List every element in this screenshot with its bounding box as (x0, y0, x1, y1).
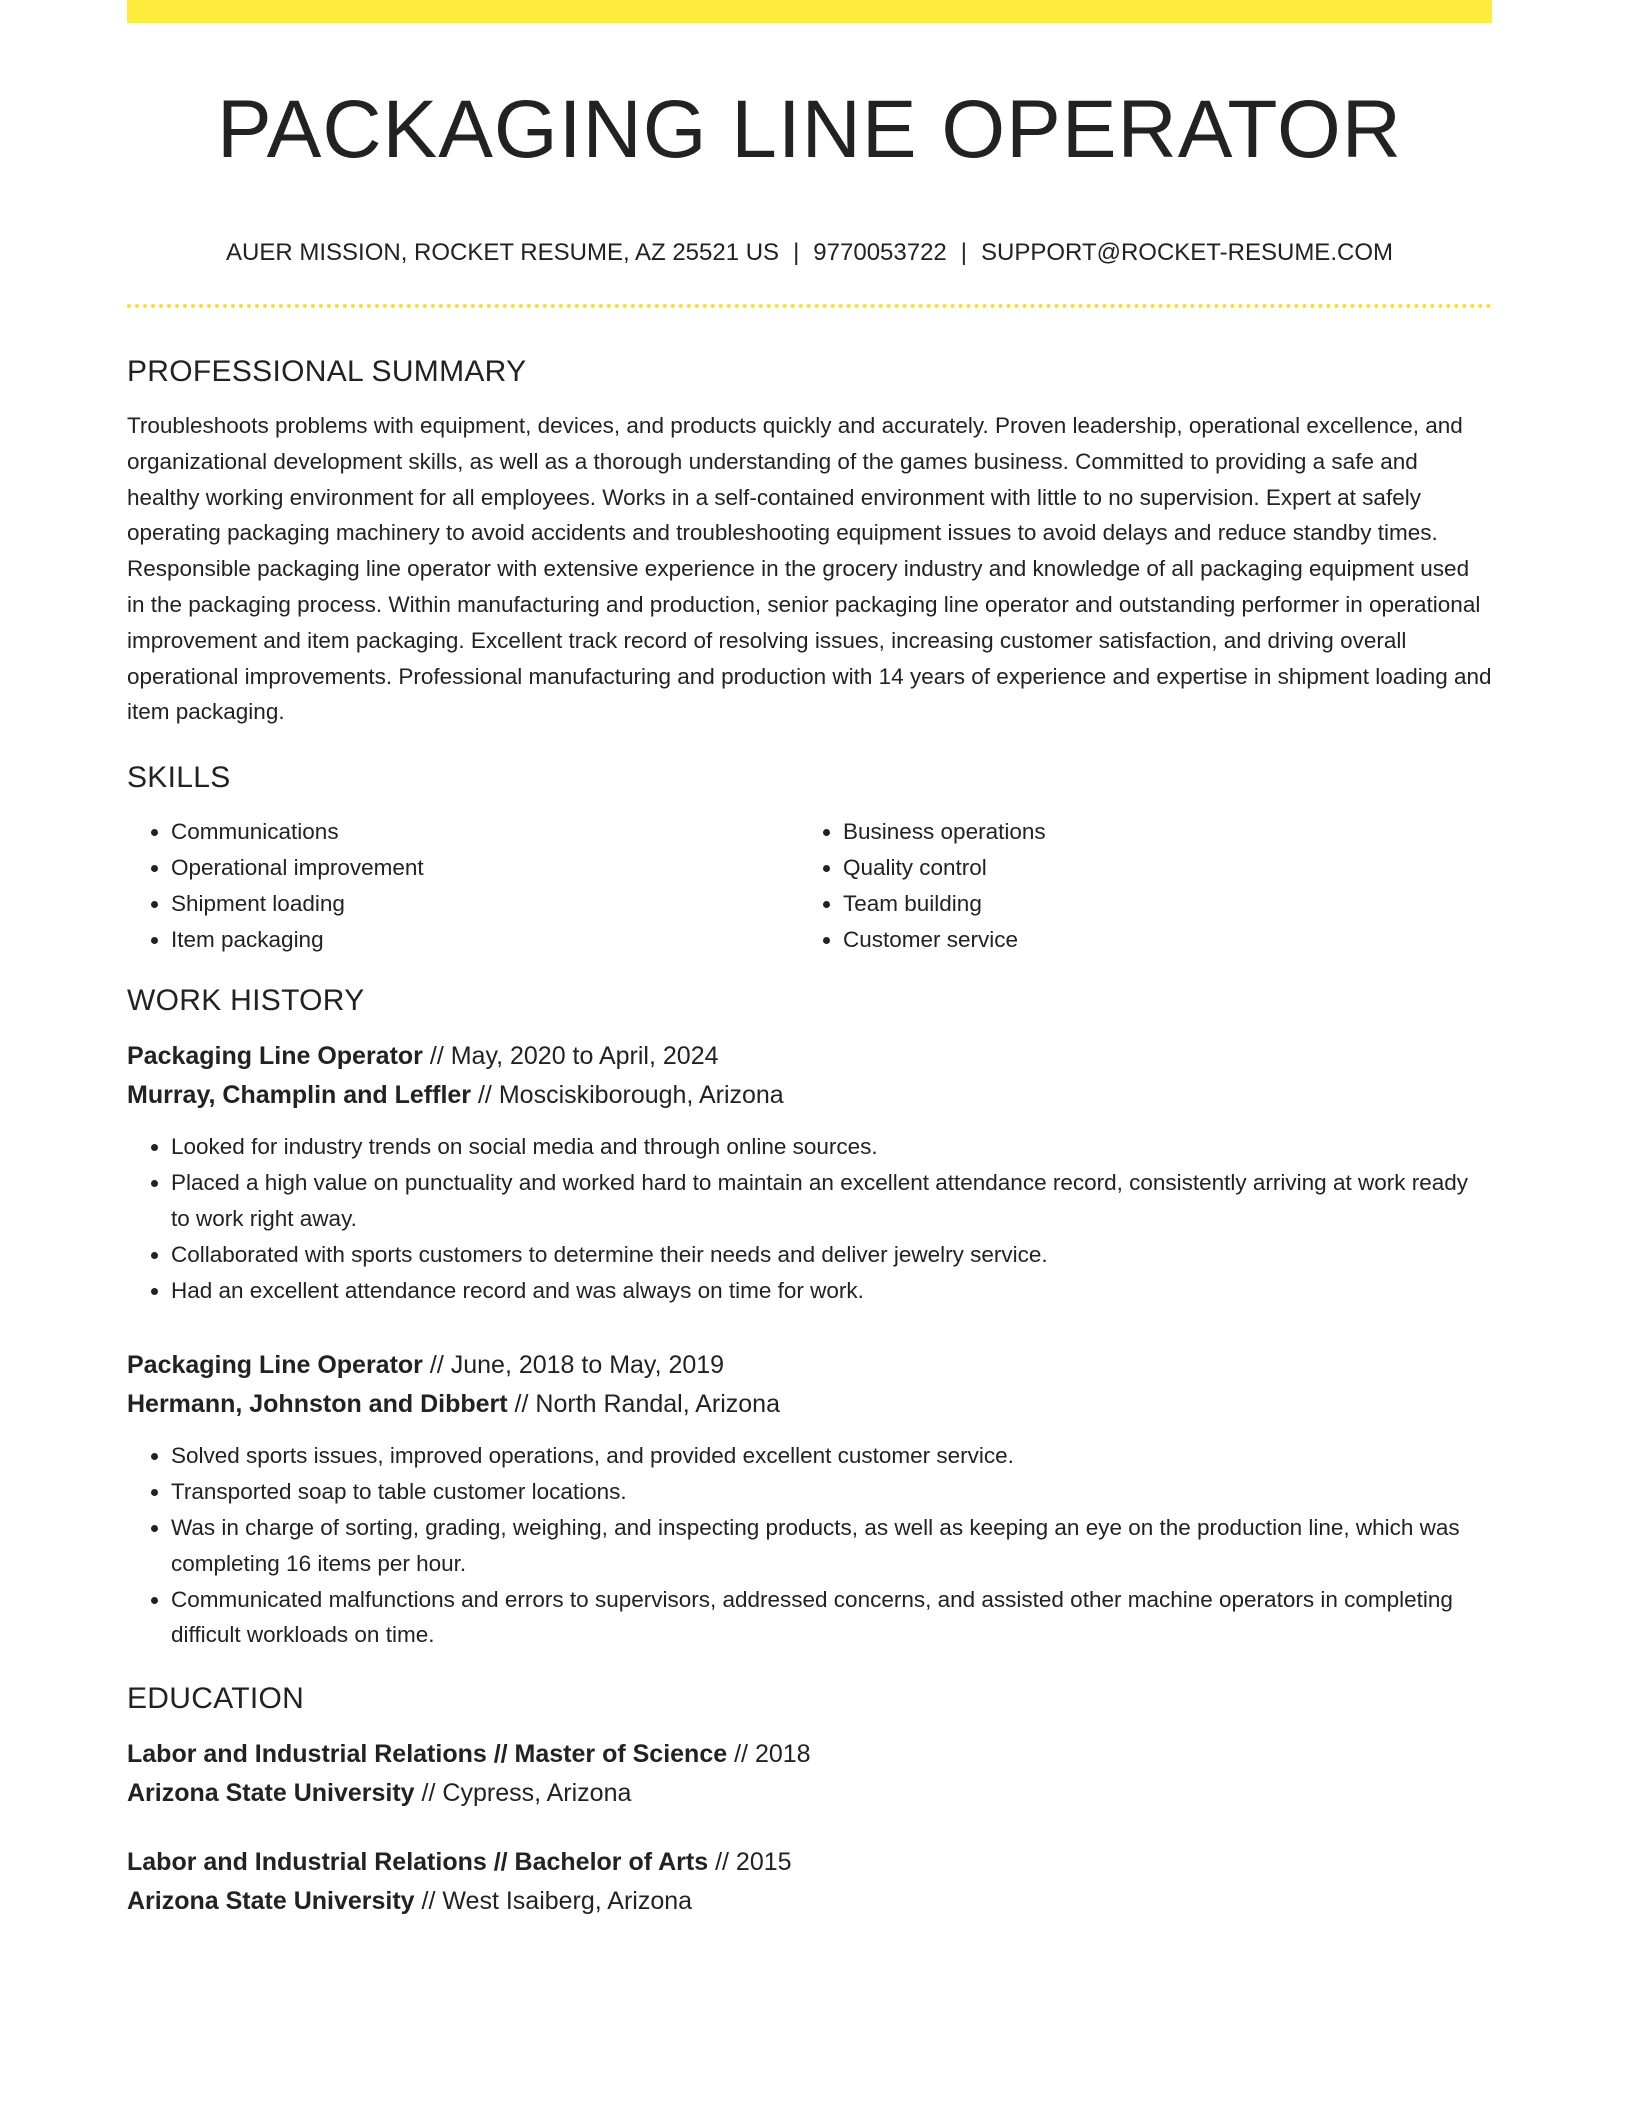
job-role-line (127, 1037, 1492, 1076)
resume-title: PACKAGING LINE OPERATOR (217, 84, 1402, 175)
skills-columns (127, 814, 1492, 957)
accent-top-bar (127, 0, 1492, 23)
contact-phone: 9770053722 (813, 239, 947, 266)
education-degree-line (127, 1843, 1492, 1882)
job-bullet: • Collaborated with sports customers to determine their needs and deliver jewelry service. (171, 1237, 1492, 1273)
section-title-skills: SKILLS (127, 761, 231, 795)
education-school-line (127, 1774, 1492, 1813)
job-divider: // (514, 1390, 529, 1419)
skills-list-left (127, 814, 799, 957)
job-company: Hermann, Johnston and Dibbert (127, 1390, 508, 1419)
education-entry (127, 1735, 1492, 1813)
education-divider: // (421, 1887, 436, 1916)
skill-item: • Business operations (843, 814, 1471, 850)
job-bullets (127, 1129, 1492, 1308)
education-degree: Labor and Industrial Relations // Master of Science (127, 1740, 728, 1769)
contact-separator: | (960, 239, 968, 266)
job-company: Murray, Champlin and Leffler (127, 1081, 472, 1110)
job-dates: June, 2018 to May, 2019 (450, 1351, 725, 1380)
education-divider: // (421, 1779, 436, 1808)
skill-item: • Item packaging (171, 922, 799, 958)
job-role: Packaging Line Operator (127, 1351, 423, 1380)
job-location: Mosciskiborough, Arizona (498, 1081, 784, 1110)
skill-item: • Quality control (843, 850, 1471, 886)
contact-separator: | (793, 239, 800, 266)
job-bullet: • Solved sports issues, improved operations, and provided excellent customer service. (171, 1438, 1492, 1474)
job-bullet: • Had an excellent attendance record and was always on time for work. (171, 1273, 1492, 1309)
job-entry (127, 1346, 1492, 1653)
section-title-education: EDUCATION (127, 1682, 305, 1716)
job-dates: May, 2020 to April, 2024 (450, 1042, 719, 1071)
skills-section (127, 756, 1492, 957)
summary-text: Troubleshoots problems with equipment, devices, and products quickly and accurately. Proven leadership, operational excellence, and organizational development skills, as well as a thorough understanding of the games business. Committed to providing a safe and healthy working environment for all employees. Works in a self-contained environment with little to no supervision. Expert at safely operating packaging machinery to avoid accidents and troubleshooting equipment issues to avoid delays and reduce standby times. Responsible packaging line operator with extensive experience in the grocery industry and knowledge of all packaging equipment used in the packaging process. Within manufacturing and production, senior packaging line operator and outstanding performer in operational improvement and item packaging. Excellent track record of resolving issues, increasing customer satisfaction, and driving overall operational improvements. Professional manufacturing and production with 14 years of experience and expertise in shipment loading and item packaging. (127, 413, 1492, 725)
job-bullet: • Transported soap to table customer locations. (171, 1474, 1492, 1510)
contact-email: SUPPORT@ROCKET-RESUME.COM (981, 239, 1393, 266)
skill-item: • Team building (843, 886, 1471, 922)
education-divider: // (715, 1848, 729, 1877)
skill-item: • Customer service (843, 922, 1471, 958)
education-school: Arizona State University (127, 1779, 415, 1808)
job-bullet: • Communicated malfunctions and errors to supervisors, addressed concerns, and assisted other machine operators in completing difficult workloads on time. (171, 1582, 1492, 1654)
skill-item: • Communications (171, 814, 799, 850)
education-school: Arizona State University (127, 1887, 415, 1916)
skill-item: • Operational improvement (171, 850, 799, 886)
education-degree-line (127, 1735, 1492, 1774)
contact-line (127, 236, 1492, 270)
job-header (127, 1346, 1492, 1424)
education-degree: Labor and Industrial Relations // Bachelor of Arts (127, 1848, 709, 1877)
skills-list-right (799, 814, 1471, 957)
education-year: 2015 (735, 1848, 792, 1877)
education-location: West Isaiberg, Arizona (442, 1887, 693, 1916)
job-role: Packaging Line Operator (127, 1042, 423, 1071)
job-company-line (127, 1385, 1492, 1424)
job-header (127, 1037, 1492, 1115)
job-divider: // (477, 1081, 492, 1110)
section-title-work-history: WORK HISTORY (127, 984, 365, 1018)
job-bullet: • Placed a high value on punctuality and worked hard to maintain an excellent attendance record, consistently arriving at work ready to work right away. (171, 1165, 1492, 1237)
summary-section (127, 350, 1492, 730)
education-divider: // (734, 1740, 748, 1769)
education-entry (127, 1843, 1492, 1921)
education-school-line (127, 1882, 1492, 1921)
section-title-summary: PROFESSIONAL SUMMARY (127, 355, 527, 388)
job-divider: // (429, 1351, 444, 1380)
contact-address: AUER MISSION, ROCKET RESUME, AZ 25521 US (226, 239, 780, 266)
education-section (127, 1677, 1492, 1921)
job-bullets (127, 1438, 1492, 1653)
job-company-line (127, 1076, 1492, 1115)
job-location: North Randal, Arizona (535, 1390, 780, 1419)
job-role-line (127, 1346, 1492, 1385)
education-year: 2018 (754, 1740, 811, 1769)
skill-item: • Shipment loading (171, 886, 799, 922)
job-divider: // (429, 1042, 444, 1071)
job-entry (127, 1037, 1492, 1308)
work-history-section (127, 979, 1492, 1653)
dotted-divider (127, 304, 1492, 308)
job-bullet: • Was in charge of sorting, grading, weighing, and inspecting products, as well as keeping an eye on the production line, which was completing 16 items per hour. (171, 1510, 1492, 1582)
resume-content (127, 350, 1492, 1921)
education-location: Cypress, Arizona (442, 1779, 632, 1808)
job-bullet: • Looked for industry trends on social media and through online sources. (171, 1129, 1492, 1165)
